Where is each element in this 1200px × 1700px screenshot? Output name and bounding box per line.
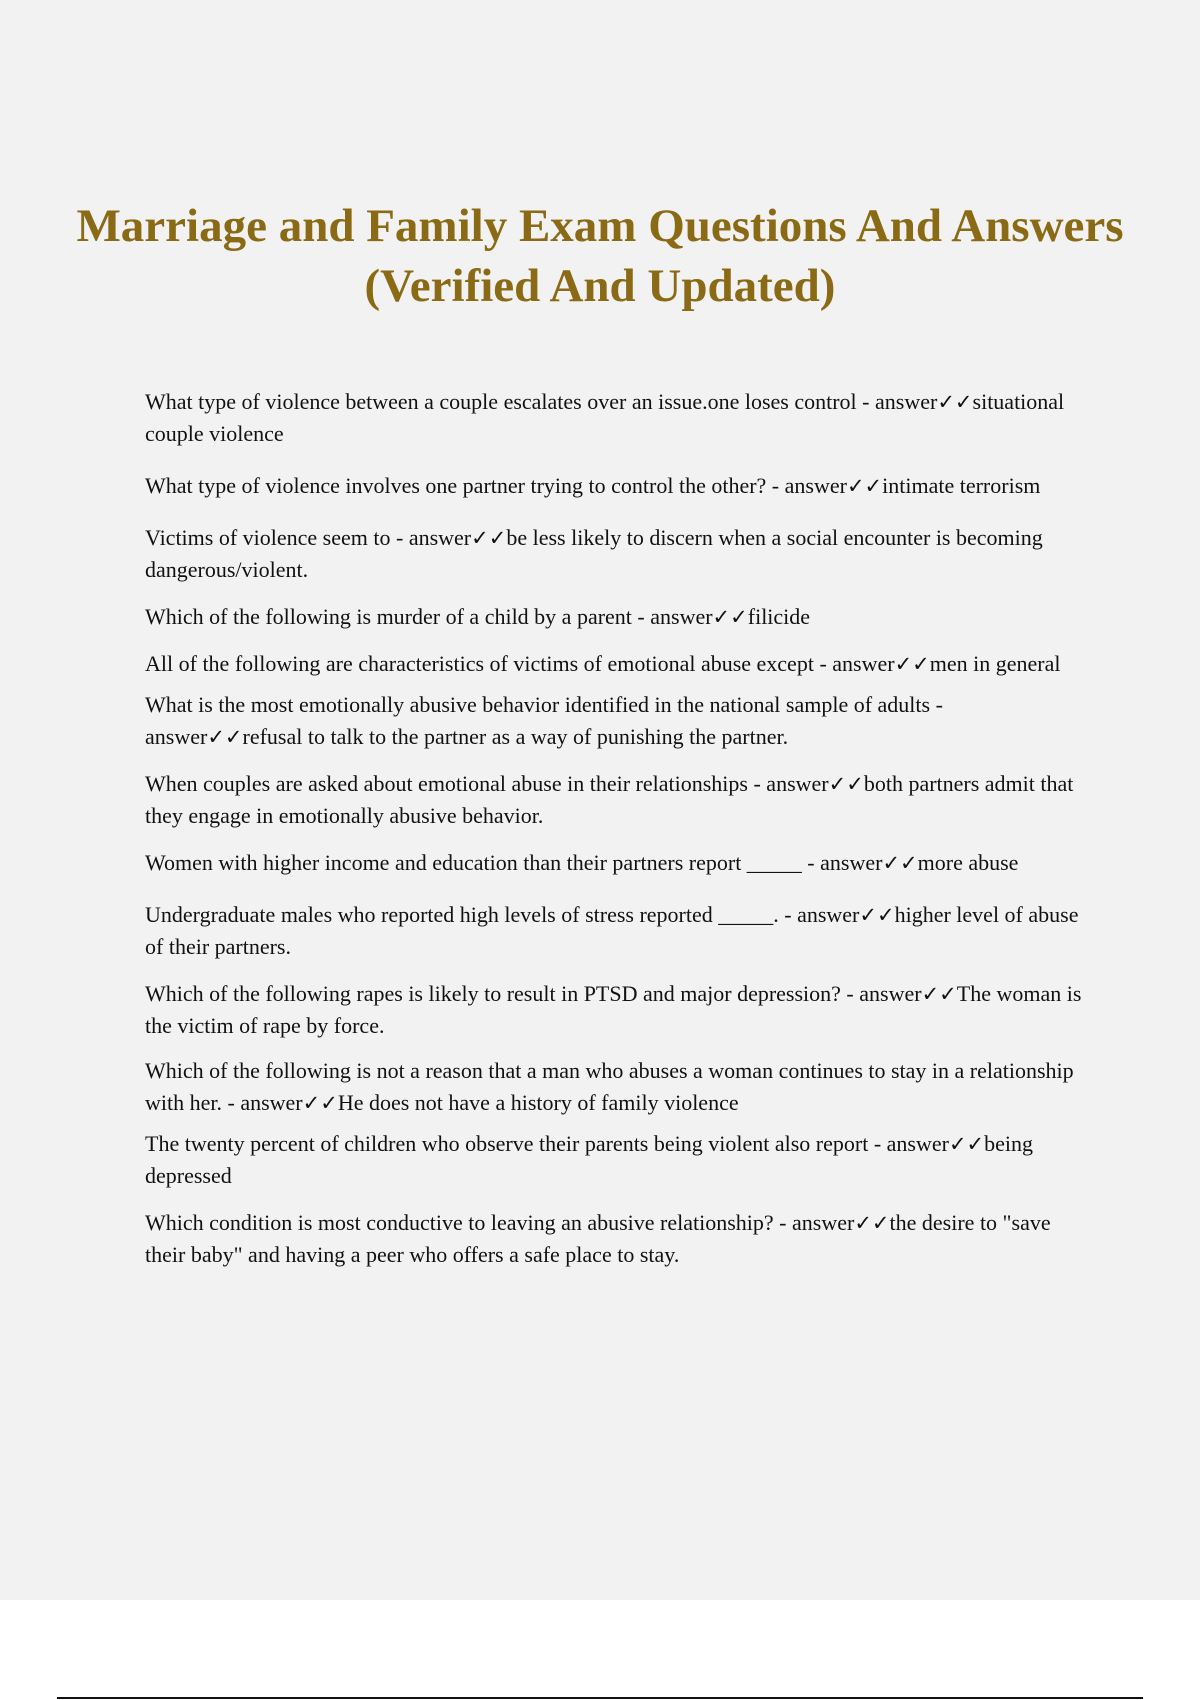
checkmark-icon: ✓✓ [937, 390, 973, 414]
qa-item [145, 847, 1090, 879]
answer-text: He does not have a history of family violence [337, 1090, 739, 1115]
answer-text: men in general [929, 651, 1061, 676]
checkmark-icon: ✓✓ [921, 982, 957, 1006]
checkmark-icon: ✓✓ [712, 605, 748, 629]
answer-text: being depressed [145, 1131, 1034, 1188]
question-text: Which of the following is murder of a child by a parent - answer [145, 604, 713, 629]
question-text: Undergraduate males who reported high levels of stress reported _____. - answer [145, 902, 860, 927]
qa-item [145, 768, 1090, 832]
answer-text: The woman is the victim of rape by force. [145, 981, 1082, 1038]
page-bottom-rule [57, 1697, 1143, 1699]
checkmark-icon: ✓✓ [854, 1211, 890, 1235]
answer-text: be less likely to discern when a social encounter is becoming dangerous/violent. [145, 525, 1043, 582]
answer-text: higher level of abuse of their partners. [145, 902, 1079, 959]
question-text: What type of violence between a couple escalates over an issue.one loses control - answer [145, 389, 938, 414]
question-text: Which of the following is not a reason that a man who abuses a woman continues to stay in a relationship with her. - answer [145, 1058, 1074, 1115]
qa-item [145, 601, 1090, 633]
answer-text: situational couple violence [145, 389, 1065, 446]
question-text: The twenty percent of children who observe their parents being violent also report - answer [145, 1131, 949, 1156]
document-title: Marriage and Family Exam Questions And Answers (Verified And Updated) [76, 200, 1124, 313]
qa-item [145, 1055, 1090, 1119]
checkmark-icon: ✓✓ [302, 1091, 338, 1115]
answer-text: more abuse [917, 850, 1019, 875]
question-text: All of the following are characteristics of victims of emotional abuse except - answer [145, 651, 895, 676]
qa-item [145, 1128, 1090, 1192]
answer-text: both partners admit that they engage in emotionally abusive behavior. [145, 771, 1074, 828]
checkmark-icon: ✓✓ [828, 772, 864, 796]
checkmark-icon: ✓✓ [859, 903, 895, 927]
answer-text: filicide [747, 604, 811, 629]
question-text: Which condition is most conductive to leaving an abusive relationship? - answer [145, 1210, 855, 1235]
question-text: Victims of violence seem to - answer [145, 525, 472, 550]
qa-item [145, 470, 1090, 502]
checkmark-icon: ✓✓ [948, 1132, 985, 1156]
qa-item [145, 1207, 1090, 1271]
answer-text: the desire to "save their baby" and having a peer who offers a safe place to stay. [145, 1210, 1051, 1267]
qa-item [145, 978, 1090, 1042]
qa-item [145, 648, 1090, 680]
question-text: What is the most emotionally abusive behavior identified in the national sample of adults - answer [145, 692, 943, 749]
question-text: What type of violence involves one partner trying to control the other? - answer [145, 473, 847, 498]
checkmark-icon: ✓✓ [894, 652, 930, 676]
qa-item [145, 899, 1090, 963]
question-text: Which of the following rapes is likely to result in PTSD and major depression? - answer [145, 981, 922, 1006]
checkmark-icon: ✓✓ [207, 725, 243, 749]
checkmark-icon: ✓✓ [471, 526, 507, 550]
checkmark-icon: ✓✓ [882, 851, 918, 875]
answer-text: refusal to talk to the partner as a way of punishing the partner. [242, 724, 789, 749]
qa-item [145, 522, 1090, 586]
question-answer-list [145, 386, 1090, 1271]
question-text: Women with higher income and education than their partners report _____ - answer [145, 850, 883, 875]
checkmark-icon: ✓✓ [846, 474, 883, 498]
qa-item [145, 689, 1090, 753]
answer-text: intimate terrorism [882, 473, 1041, 498]
question-text: When couples are asked about emotional abuse in their relationships - answer [145, 771, 829, 796]
qa-item [145, 386, 1090, 450]
